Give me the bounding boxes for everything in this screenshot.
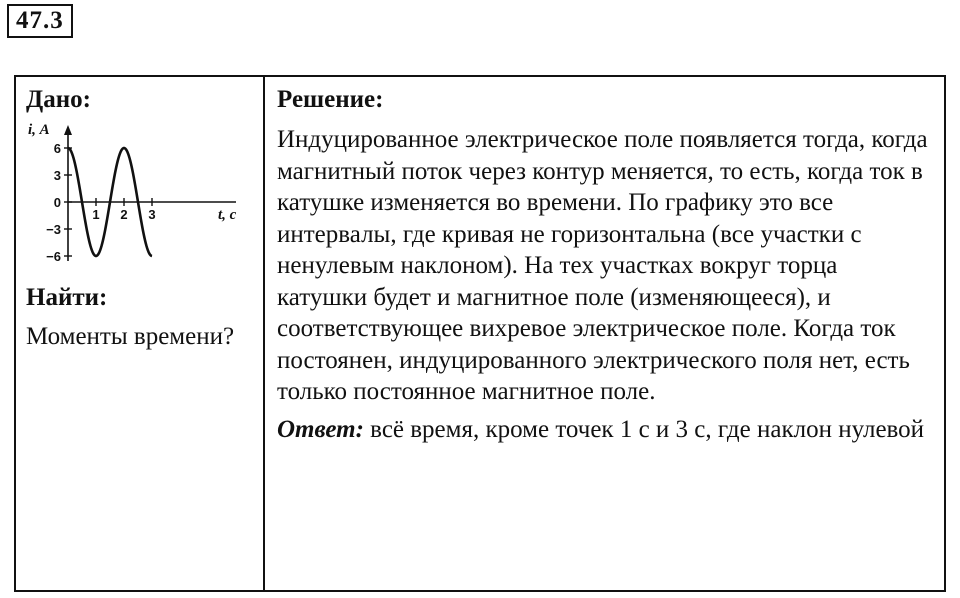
solution-text: Индуцированное электрическое поле появляется тогда, когда магнитный поток через контур меняется, то есть, когда ток в катушке изменяется во времени. По графику это все интервалы, где кривая не горизонтальна (все участки с ненулевым наклоном). На тех участках вокруг торца катушки будет и магнитное поле (изменяющееся), и соответствующее вихревое электрическое поле. Когда ток постоянен, индуцированного электрического поля нет, есть только постоянное магнитное поле. [277, 126, 928, 405]
find-text: Моменты времени? [26, 323, 235, 350]
current-graph [26, 119, 252, 269]
y-tick-label: −6 [46, 249, 61, 264]
x-tick-label: 3 [148, 207, 156, 222]
find-heading: Найти: [26, 284, 108, 311]
answer-label: Ответ: [277, 415, 364, 443]
solution-table [14, 75, 946, 592]
answer-text: всё время, кроме точек 1 с и 3 с, где наклон нулевой [363, 415, 925, 443]
y-tick-label: −3 [46, 222, 61, 237]
y-axis-label: i, А [28, 122, 50, 138]
problem-number: 47.3 [7, 4, 73, 38]
answer [277, 414, 932, 446]
x-tick-label: 1 [92, 207, 100, 222]
y-axis-arrow [64, 125, 72, 135]
y-tick-label: 0 [53, 195, 61, 210]
x-axis-label: t, с [218, 207, 237, 223]
given-heading: Дано: [26, 86, 91, 113]
given-column [16, 77, 265, 590]
y-tick-label: 6 [53, 141, 61, 156]
x-tick-label: 2 [120, 207, 128, 222]
solution-heading: Решение: [277, 86, 384, 113]
solution-column [265, 77, 944, 590]
y-tick-label: 3 [53, 168, 61, 183]
